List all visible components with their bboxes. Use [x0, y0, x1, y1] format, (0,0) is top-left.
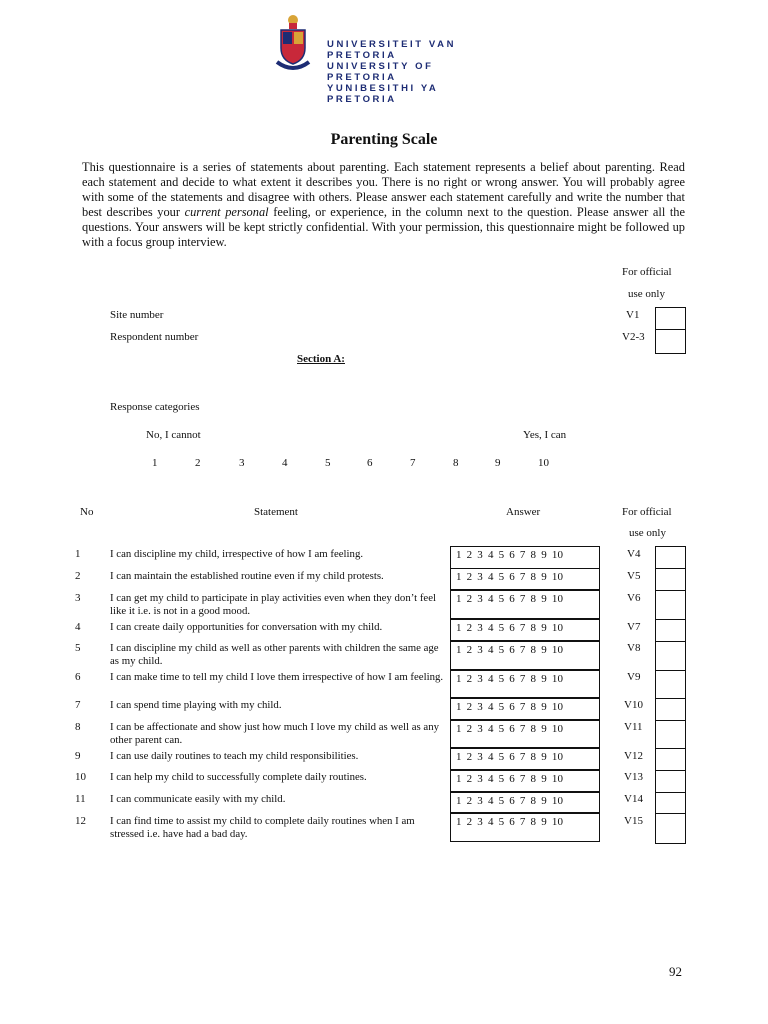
scale-value: 6 [367, 457, 373, 469]
site-number-code: V1 [626, 309, 640, 321]
response-high-label: Yes, I can [523, 429, 567, 441]
row-number: 1 [75, 548, 81, 560]
official-use-label-top: For official [622, 266, 672, 278]
row-number: 4 [75, 621, 81, 633]
respondent-number-label: Respondent number [110, 331, 199, 343]
respondent-number-input-box[interactable] [655, 329, 686, 354]
official-use-box[interactable] [655, 698, 686, 722]
statement: I can make time to tell my child I love them irrespective of how I am feeling. [110, 671, 444, 683]
row-number: 2 [75, 570, 81, 582]
official-use-box[interactable] [655, 641, 686, 672]
official-use-box[interactable] [655, 813, 686, 844]
row-number: 9 [75, 750, 81, 762]
variable-code: V10 [624, 699, 643, 711]
statement: I can be affectionate and show just how much I love my child as well as any other parent can. [110, 721, 440, 746]
variable-code: V12 [624, 750, 643, 762]
page-title: Parenting Scale [330, 131, 438, 148]
section-heading: Section A: [297, 353, 345, 365]
statement: I can create daily opportunities for conversation with my child. [110, 621, 383, 633]
statement: I can help my child to successfully complete daily routines. [110, 771, 367, 783]
scale-value: 4 [282, 457, 288, 469]
intro-paragraph [82, 160, 685, 250]
row-number: 7 [75, 699, 81, 711]
variable-code: V15 [624, 815, 643, 827]
scale-value: 1 [152, 457, 158, 469]
university-name-ns: YUNIBESITHI YA PRETORIA [327, 83, 439, 105]
variable-code: V13 [624, 771, 643, 783]
answer-box[interactable]: 1 2 3 4 5 6 7 8 9 10 [450, 748, 600, 770]
official-use-box[interactable] [655, 792, 686, 815]
official-use-box[interactable] [655, 720, 686, 750]
answer-box[interactable]: 1 2 3 4 5 6 7 8 9 10 [450, 813, 600, 842]
col-header-official: For official [622, 506, 672, 518]
col-header-statement: Statement [254, 506, 298, 518]
variable-code: V14 [624, 793, 643, 805]
answer-box[interactable]: 1 2 3 4 5 6 7 8 9 10 [450, 720, 600, 748]
answer-box[interactable]: 1 2 3 4 5 6 7 8 9 10 [450, 770, 600, 792]
answer-box[interactable]: 1 2 3 4 5 6 7 8 9 10 [450, 670, 600, 698]
variable-code: V6 [627, 592, 641, 604]
scale-value: 2 [195, 457, 201, 469]
row-number: 3 [75, 592, 81, 604]
row-number: 10 [75, 771, 86, 783]
answer-box[interactable]: 1 2 3 4 5 6 7 8 9 10 [450, 619, 600, 641]
row-number: 12 [75, 815, 86, 827]
statement: I can find time to assist my child to complete daily routines when I am stressed i.e. have had a bad day. [110, 815, 415, 840]
variable-code: V9 [627, 671, 641, 683]
variable-code: V5 [627, 570, 641, 582]
col-header-answer: Answer [506, 506, 541, 518]
official-use-box[interactable] [655, 748, 686, 772]
official-use-box[interactable] [655, 568, 686, 592]
statement: I can maintain the established routine even if my child protests. [110, 570, 384, 582]
statement: I can use daily routines to teach my child responsibilities. [110, 750, 359, 762]
official-use-box[interactable] [655, 670, 686, 700]
col-header-no: No [80, 506, 94, 518]
response-scale [0, 457, 768, 471]
site-number-label: Site number [110, 309, 164, 321]
scale-value: 10 [538, 457, 549, 469]
scale-value: 9 [495, 457, 501, 469]
row-number: 6 [75, 671, 81, 683]
official-use-label-top-2: use only [628, 288, 665, 300]
row-number: 8 [75, 721, 81, 733]
scale-value: 3 [239, 457, 245, 469]
scale-value: 7 [410, 457, 416, 469]
variable-code: V4 [627, 548, 641, 560]
university-crest-icon [275, 12, 315, 76]
response-categories-heading: Response categories [110, 401, 200, 413]
response-low-label: No, I cannot [146, 429, 201, 441]
intro-part2: feeling, or experience, in the column next to the question. Please answer all the questions. Your answers will be kept strictly confidential. With your permission, this questionnaire might be followed up with a focus group interview. [82, 205, 686, 249]
university-name-af: UNIVERSITEIT VAN PRETORIA [327, 39, 457, 61]
statement: I can spend time playing with my child. [110, 699, 282, 711]
col-header-official-2: use only [629, 527, 666, 539]
site-number-input-box[interactable] [655, 307, 686, 330]
official-use-box[interactable] [655, 590, 686, 621]
variable-code: V8 [627, 642, 641, 654]
respondent-number-code: V2-3 [622, 331, 645, 343]
official-use-box[interactable] [655, 619, 686, 643]
answer-box[interactable]: 1 2 3 4 5 6 7 8 9 10 [450, 641, 600, 670]
row-number: 5 [75, 642, 81, 654]
intro-part1: This questionnaire is a series of statements about parenting. Each statement represents a belief about parenting. Read each statement and decide to what extent it describes you. There is no right or wrong answer. You will probably agree with some of the statements and disagree with others. Please answer each statement carefully and write the number that best describes your [82, 160, 685, 219]
answer-box[interactable]: 1 2 3 4 5 6 7 8 9 10 [450, 568, 600, 590]
intro-emphasis: current personal [184, 205, 269, 219]
statement: I can discipline my child, irrespective of how I am feeling. [110, 548, 364, 560]
variable-code: V7 [627, 621, 641, 633]
answer-box[interactable]: 1 2 3 4 5 6 7 8 9 10 [450, 546, 600, 569]
university-logo [275, 12, 505, 105]
official-use-box[interactable] [655, 770, 686, 794]
answer-box[interactable]: 1 2 3 4 5 6 7 8 9 10 [450, 792, 600, 813]
answer-box[interactable]: 1 2 3 4 5 6 7 8 9 10 [450, 590, 600, 619]
page-number: 92 [669, 964, 682, 979]
statement: I can discipline my child as well as other parents with children the same age as my child. [110, 642, 439, 667]
row-number: 11 [75, 793, 86, 805]
scale-value: 8 [453, 457, 459, 469]
answer-box[interactable]: 1 2 3 4 5 6 7 8 9 10 [450, 698, 600, 720]
variable-code: V11 [624, 721, 643, 733]
university-name-en: UNIVERSITY OF PRETORIA [327, 61, 434, 83]
statement: I can communicate easily with my child. [110, 793, 286, 805]
statement: I can get my child to participate in play activities even when they don’t feel like it i.e. is not in a good mood. [110, 592, 436, 617]
scale-value: 5 [325, 457, 331, 469]
